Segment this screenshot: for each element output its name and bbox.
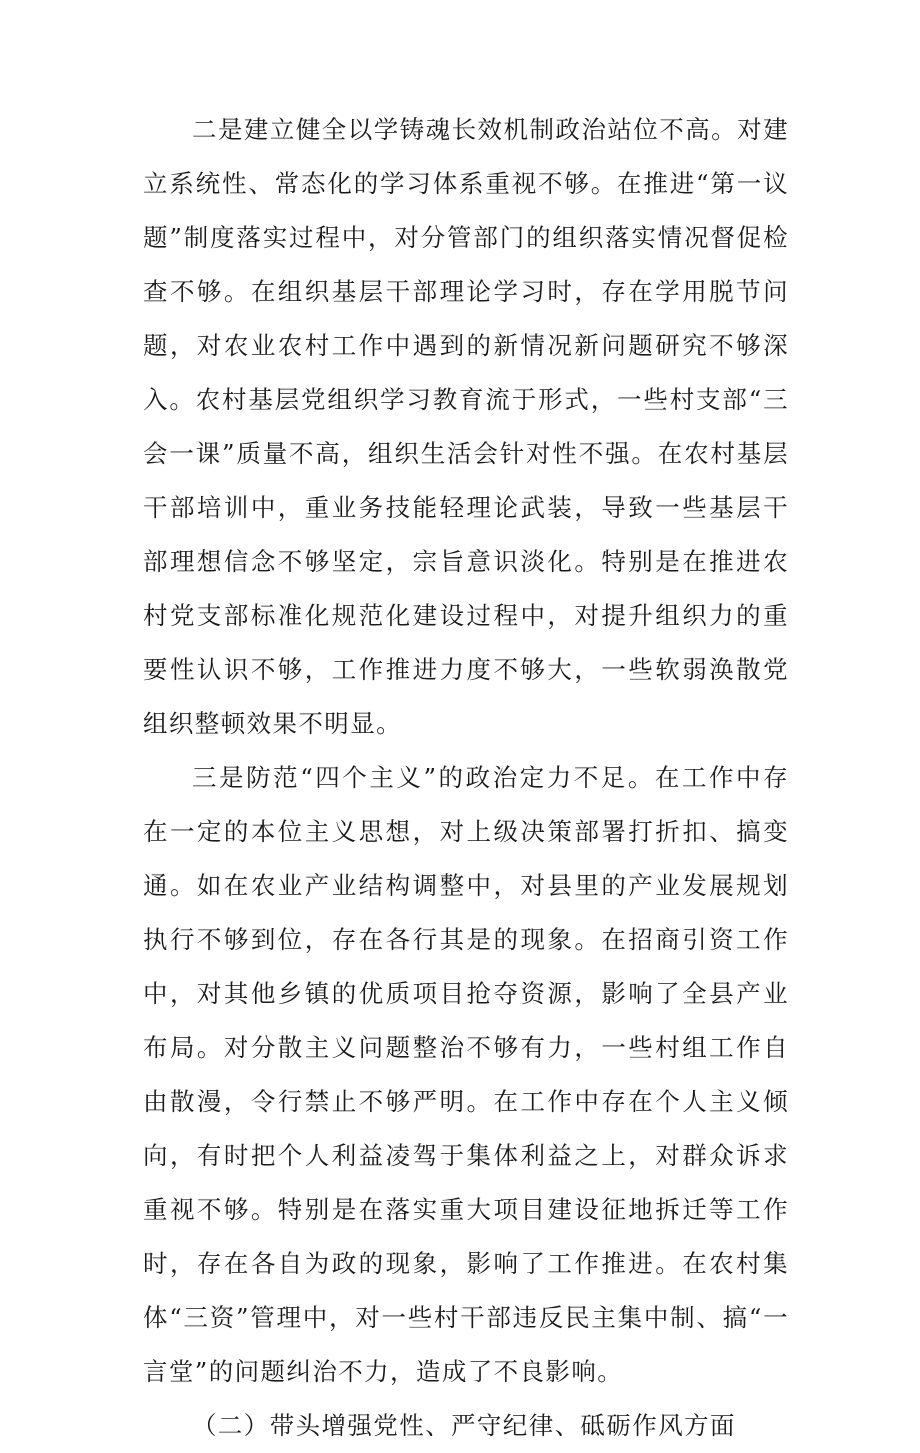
paragraph-political-standing: 二是建立健全以学铸魂长效机制政治站位不高。对建立系统性、常态化的学习体系重视不够。在推进“第一议题”制度落实过程中，对分管部门的组织落实情况督促检查不够。在组织基层干部理论学习时，存在学用脱节问题，对农业农村工作中遇到的新情况新问题研究不够深入。农村基层党组织学习教育流于形式，一些村支部“三会一课”质量不高，组织生活会针对性不强。在农村基层干部培训中，重业务技能轻理论武装，导致一些基层干部理想信念不够坚定，宗旨意识淡化。特别是在推进农村党支部标准化规范化建设过程中，对提升组织力的重要性认识不够，工作推进力度不够大，一些软弱涣散党组织整顿效果不明显。 bbox=[143, 115, 789, 738]
document-body bbox=[143, 103, 789, 1453]
section-heading: （二）带头增强党性、严守纪律、砥砺作风方面 bbox=[192, 1411, 736, 1440]
paragraph-four-isms: 三是防范“四个主义”的政治定力不足。在工作中存在一定的本位主义思想，对上级决策部署打折扣、搞变通。如在农业产业结构调整中，对县里的产业发展规划执行不够到位，存在各行其是的现象。在招商引资工作中，对其他乡镇的优质项目抢夺资源，影响了全县产业布局。对分散主义问题整治不够有力，一些村组工作自由散漫，令行禁止不够严明。在工作中存在个人主义倾向，有时把个人利益凌驾于集体利益之上，对群众诉求重视不够。特别是在落实重大项目建设征地拆迁等工作时，存在各自为政的现象，影响了工作推进。在农村集体“三资”管理中，对一些村干部违反民主集中制、搞“一言堂”的问题纠治不力，造成了不良影响。 bbox=[143, 763, 789, 1386]
